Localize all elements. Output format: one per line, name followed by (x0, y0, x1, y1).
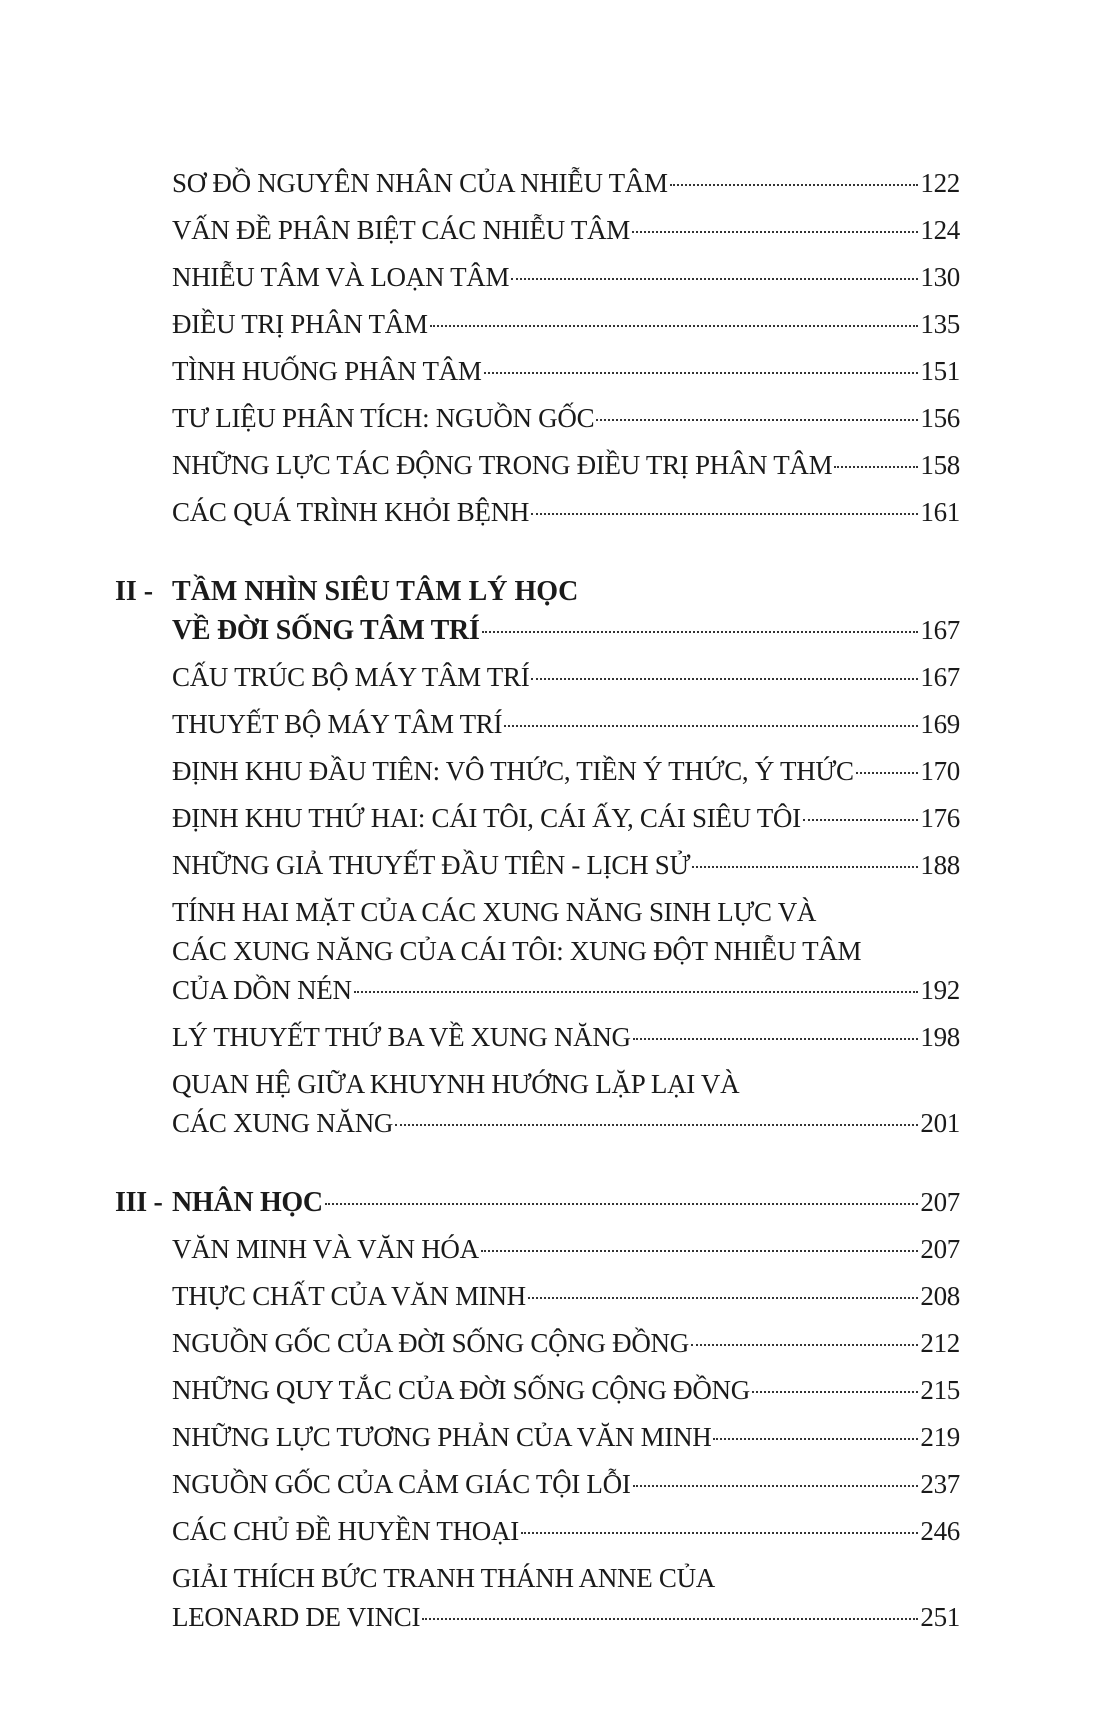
toc-entry-title: NHỮNG LỰC TÁC ĐỘNG TRONG ĐIỀU TRỊ PHÂN TÂM (172, 450, 833, 480)
section-page: 207 (920, 1187, 960, 1217)
toc-entry (115, 1512, 960, 1551)
toc-entry (115, 211, 960, 250)
toc-entry-title: ĐỊNH KHU THỨ HAI: CÁI TÔI, CÁI ẤY, CÁI SIÊU TÔI (172, 803, 801, 833)
toc-entry-title: SƠ ĐỒ NGUYÊN NHÂN CỦA NHIỄU TÂM (172, 168, 668, 198)
toc-entry-multiline (115, 893, 960, 1010)
leader-dots (632, 231, 918, 233)
toc-entry-page: 170 (920, 756, 960, 786)
table-of-contents (115, 164, 960, 1645)
toc-entry (115, 164, 960, 203)
toc-entry-title: NHỮNG LỰC TƯƠNG PHẢN CỦA VĂN MINH (172, 1422, 712, 1452)
toc-entry-page: 219 (920, 1422, 960, 1452)
toc-entry-page: 188 (920, 850, 960, 880)
toc-entry-title: ĐIỀU TRỊ PHÂN TÂM (172, 309, 428, 339)
toc-entry (115, 752, 960, 791)
toc-group-intro (115, 164, 960, 532)
leader-dots (484, 372, 919, 374)
toc-section-iii (115, 1183, 960, 1222)
leader-dots (633, 1038, 919, 1040)
leader-dots (691, 1344, 918, 1346)
section-numeral: III - (115, 1187, 163, 1218)
toc-entry (115, 352, 960, 391)
toc-entry-page: 201 (920, 1108, 960, 1138)
toc-entry-page: 135 (920, 309, 960, 339)
leader-dots (692, 866, 918, 868)
leader-dots (531, 513, 918, 515)
leader-dots (596, 419, 918, 421)
toc-entry-title-line1: TÍNH HAI MẶT CỦA CÁC XUNG NĂNG SINH LỰC VÀ (172, 897, 817, 927)
toc-entry-title: VĂN MINH VÀ VĂN HÓA (172, 1234, 479, 1264)
toc-entry-title-line2: CÁC XUNG NĂNG CỦA CÁI TÔI: XUNG ĐỘT NHIỄU TÂM (172, 936, 862, 966)
toc-entry-page: 251 (920, 1602, 960, 1632)
leader-dots (670, 184, 919, 186)
toc-entry (115, 1371, 960, 1410)
toc-entry-title: THUYẾT BỘ MÁY TÂM TRÍ (172, 709, 503, 739)
leader-dots (752, 1391, 918, 1393)
toc-entry-title-line1: GIẢI THÍCH BỨC TRANH THÁNH ANNE CỦA (172, 1563, 715, 1593)
leader-dots (633, 1485, 919, 1487)
toc-entry-title-line1: QUAN HỆ GIỮA KHUYNH HƯỚNG LẶP LẠI VÀ (172, 1069, 740, 1099)
toc-entry-page: 208 (920, 1281, 960, 1311)
section-numeral: II - (115, 576, 154, 607)
leader-dots (713, 1438, 918, 1440)
toc-entry-page: 130 (920, 262, 960, 292)
leader-dots (482, 631, 919, 633)
toc-entry-page: 246 (920, 1516, 960, 1546)
toc-entry-page: 124 (920, 215, 960, 245)
toc-entry (115, 705, 960, 744)
toc-entry-multiline (115, 1065, 960, 1143)
toc-entry (115, 1018, 960, 1057)
leader-dots (856, 772, 919, 774)
toc-entry-title: TƯ LIỆU PHÂN TÍCH: NGUỒN GỐC (172, 403, 595, 433)
toc-entry (115, 493, 960, 532)
leader-dots (430, 325, 919, 327)
toc-entry-page: 212 (920, 1328, 960, 1358)
toc-entry-multiline (115, 1559, 960, 1637)
toc-entry-title: LÝ THUYẾT THỨ BA VỀ XUNG NĂNG (172, 1022, 631, 1052)
leader-dots (803, 819, 919, 821)
leader-dots (511, 278, 918, 280)
toc-entry-page: 207 (920, 1234, 960, 1264)
toc-entry-title: CÁC CHỦ ĐỀ HUYỀN THOẠI (172, 1516, 519, 1546)
toc-entry-page: 156 (920, 403, 960, 433)
leader-dots (422, 1618, 918, 1620)
toc-entry (115, 446, 960, 485)
toc-entry-title-line2: CÁC XUNG NĂNG (172, 1108, 394, 1138)
section-title-line1: TẦM NHÌN SIÊU TÂM LÝ HỌC (172, 576, 579, 607)
section-title-line2: VỀ ĐỜI SỐNG TÂM TRÍ (172, 615, 480, 646)
toc-entry-title: TÌNH HUỐNG PHÂN TÂM (172, 356, 482, 386)
toc-entry-title: CẤU TRÚC BỘ MÁY TÂM TRÍ (172, 662, 530, 692)
toc-entry (115, 1277, 960, 1316)
toc-entry (115, 399, 960, 438)
toc-entry (115, 305, 960, 344)
leader-dots (834, 466, 918, 468)
toc-section-ii (115, 572, 960, 650)
toc-group-section-ii (115, 658, 960, 1143)
toc-entry-title: CÁC QUÁ TRÌNH KHỎI BỆNH (172, 497, 530, 527)
toc-entry (115, 799, 960, 838)
toc-entry (115, 258, 960, 297)
toc-entry-title: THỰC CHẤT CỦA VĂN MINH (172, 1281, 526, 1311)
toc-entry-page: 169 (920, 709, 960, 739)
section-title: NHÂN HỌC (172, 1187, 323, 1218)
toc-entry-page: 215 (920, 1375, 960, 1405)
toc-entry-page: 158 (920, 450, 960, 480)
toc-entry-page: 122 (920, 168, 960, 198)
leader-dots (528, 1297, 919, 1299)
toc-entry-title-line3: CỦA DỒN NÉN (172, 975, 352, 1005)
leader-dots (354, 991, 919, 993)
toc-entry (115, 1418, 960, 1457)
toc-entry (115, 658, 960, 697)
toc-entry (115, 1324, 960, 1363)
leader-dots (325, 1203, 919, 1205)
toc-entry-page: 167 (920, 662, 960, 692)
toc-entry-page: 176 (920, 803, 960, 833)
toc-entry-title: NHỮNG GIẢ THUYẾT ĐẦU TIÊN - LỊCH SỬ (172, 850, 691, 880)
leader-dots (521, 1532, 918, 1534)
leader-dots (531, 678, 918, 680)
toc-entry-page: 237 (920, 1469, 960, 1499)
toc-entry-title: NHỮNG QUY TẮC CỦA ĐỜI SỐNG CỘNG ĐỒNG (172, 1375, 750, 1405)
section-page: 167 (920, 615, 960, 645)
toc-entry-title: ĐỊNH KHU ĐẦU TIÊN: VÔ THỨC, TIỀN Ý THỨC, Ý THỨC (172, 756, 854, 786)
toc-entry-page: 198 (920, 1022, 960, 1052)
toc-entry-title: VẤN ĐỀ PHÂN BIỆT CÁC NHIỄU TÂM (172, 215, 631, 245)
leader-dots (481, 1250, 919, 1252)
toc-entry-page: 151 (920, 356, 960, 386)
toc-entry-title-line2: LEONARD DE VINCI (172, 1602, 421, 1632)
leader-dots (504, 725, 918, 727)
toc-entry-title: NGUỒN GỐC CỦA CẢM GIÁC TỘI LỖI (172, 1469, 631, 1499)
toc-entry (115, 846, 960, 885)
toc-group-section-iii (115, 1230, 960, 1637)
toc-entry-page: 161 (920, 497, 960, 527)
toc-entry (115, 1230, 960, 1269)
toc-entry-page: 192 (920, 975, 960, 1005)
toc-entry-title: NHIỄU TÂM VÀ LOẠN TÂM (172, 262, 510, 292)
toc-entry (115, 1465, 960, 1504)
toc-entry-title: NGUỒN GỐC CỦA ĐỜI SỐNG CỘNG ĐỒNG (172, 1328, 689, 1358)
leader-dots (395, 1124, 918, 1126)
